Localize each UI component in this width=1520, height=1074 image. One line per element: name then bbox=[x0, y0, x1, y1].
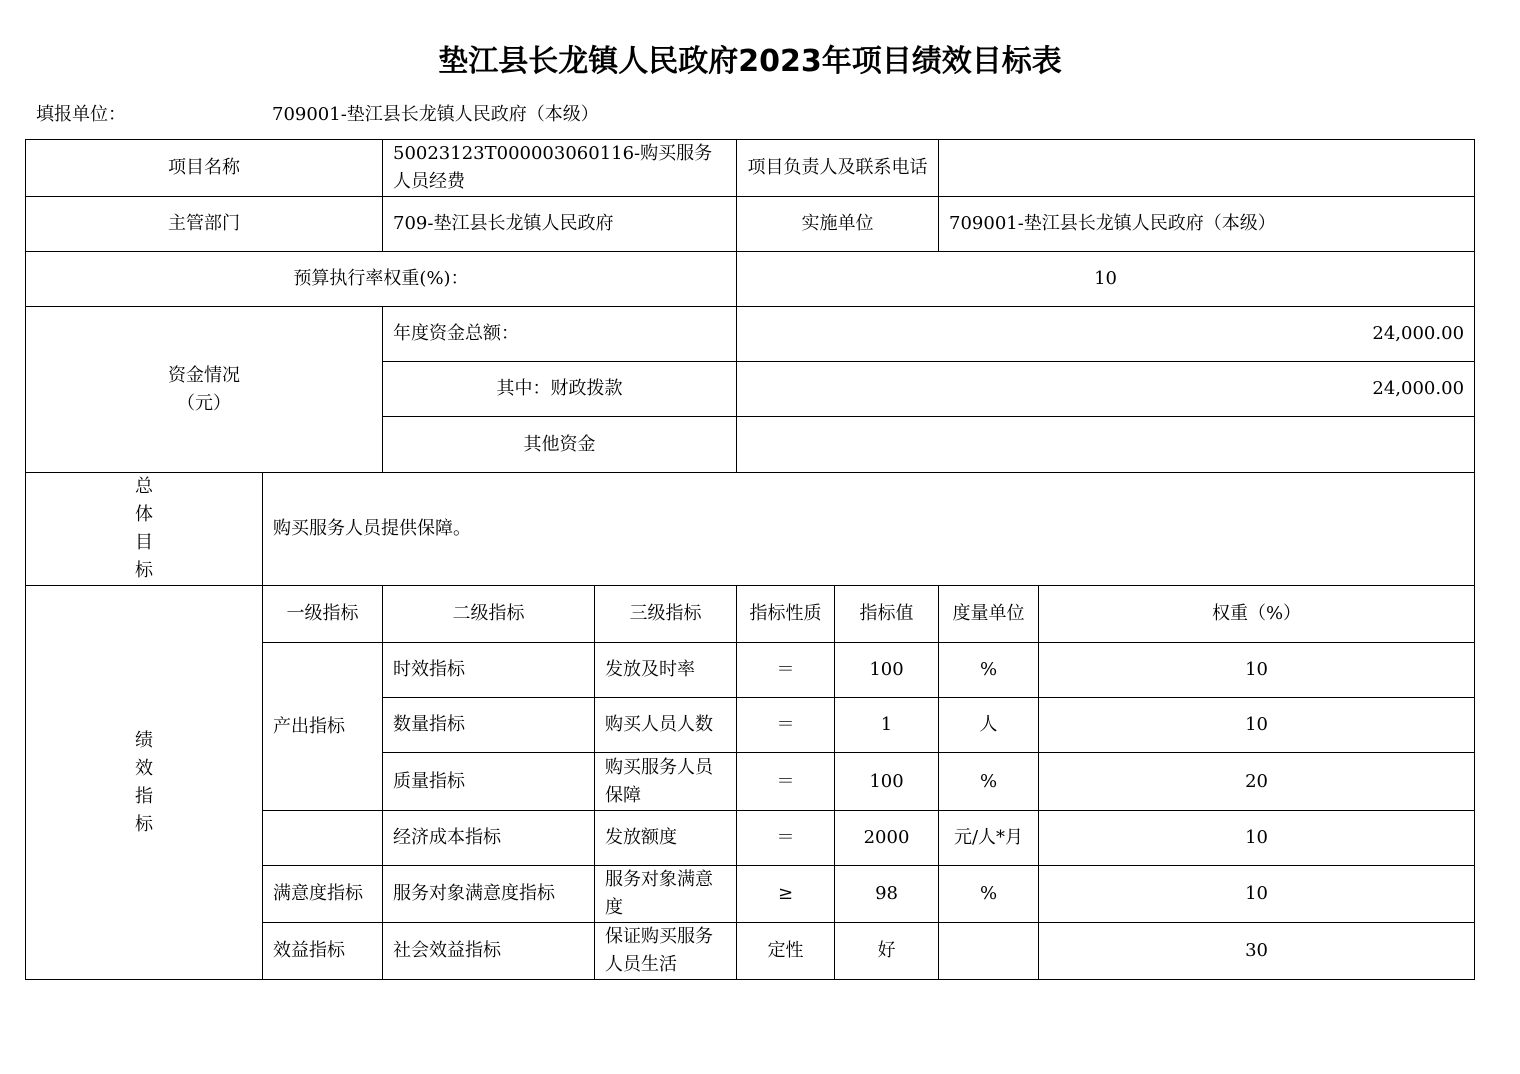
page-title: 垫江县长龙镇人民政府2023年项目绩效目标表 bbox=[438, 44, 1062, 79]
cell-nature: ≥ bbox=[737, 866, 835, 923]
cell-unit: 人 bbox=[939, 698, 1039, 753]
cell-level3: 购买服务人员保障 bbox=[595, 753, 737, 811]
cell-nature: ＝ bbox=[737, 753, 835, 811]
performance-table bbox=[25, 139, 1475, 980]
cell-value: 100 bbox=[835, 753, 939, 811]
header-level1: 一级指标 bbox=[263, 586, 383, 643]
indicators-label-char: 标 bbox=[135, 813, 153, 835]
cell-level3: 发放额度 bbox=[595, 811, 737, 866]
cell-level2: 社会效益指标 bbox=[383, 923, 595, 980]
goal-text: 购买服务人员提供保障。 bbox=[263, 473, 1475, 586]
cell-unit: % bbox=[939, 866, 1039, 923]
cell-weight: 10 bbox=[1039, 866, 1475, 923]
group-output: 产出指标 bbox=[263, 643, 383, 811]
goal-label-char: 总 bbox=[135, 476, 153, 497]
cell-weight: 10 bbox=[1039, 811, 1475, 866]
indicators-label-char: 效 bbox=[135, 757, 153, 779]
contact-label: 项目负责人及联系电话 bbox=[737, 140, 939, 197]
cell-nature: ＝ bbox=[737, 643, 835, 698]
indicators-label bbox=[26, 586, 263, 980]
cell-value: 1 bbox=[835, 698, 939, 753]
impl-value: 709001-垫江县长龙镇人民政府（本级） bbox=[939, 197, 1475, 252]
cell-level3: 服务对象满意度 bbox=[595, 866, 737, 923]
indicators-label-char: 绩 bbox=[135, 729, 153, 751]
header-value: 指标值 bbox=[835, 586, 939, 643]
group-benefit: 效益指标 bbox=[263, 923, 383, 980]
header-weight: 权重（%） bbox=[1039, 586, 1475, 643]
budget-rate-label: 预算执行率权重(%)： bbox=[26, 252, 737, 307]
header-level2: 二级指标 bbox=[383, 586, 595, 643]
cell-nature: ＝ bbox=[737, 698, 835, 753]
funds-total-value: 24,000.00 bbox=[737, 307, 1475, 362]
cell-value: 98 bbox=[835, 866, 939, 923]
project-name-value: 50023123T000003060116-购买服务人员经费 bbox=[383, 140, 737, 197]
group-satisfaction: 满意度指标 bbox=[263, 866, 383, 923]
cell-unit: 元/人*月 bbox=[939, 811, 1039, 866]
cell-value: 2000 bbox=[835, 811, 939, 866]
funds-total-label: 年度资金总额： bbox=[383, 307, 737, 362]
cell-value: 100 bbox=[835, 643, 939, 698]
budget-rate-value: 10 bbox=[737, 252, 1475, 307]
goal-label-char: 标 bbox=[135, 560, 153, 581]
cell-weight: 10 bbox=[1039, 698, 1475, 753]
fill-unit-label: 填报单位： bbox=[36, 104, 126, 125]
funds-other-value bbox=[737, 417, 1475, 473]
cell-unit: % bbox=[939, 643, 1039, 698]
cell-unit bbox=[939, 923, 1039, 980]
cell-level2: 经济成本指标 bbox=[383, 811, 595, 866]
cell-unit: % bbox=[939, 753, 1039, 811]
funds-other-label: 其他资金 bbox=[383, 417, 737, 473]
cell-level3: 保证购买服务人员生活 bbox=[595, 923, 737, 980]
goal-label bbox=[26, 473, 263, 586]
project-name-label: 项目名称 bbox=[26, 140, 383, 197]
header-level3: 三级指标 bbox=[595, 586, 737, 643]
dept-value: 709-垫江县长龙镇人民政府 bbox=[383, 197, 737, 252]
indicators-label-char: 指 bbox=[135, 785, 153, 807]
cell-level2: 服务对象满意度指标 bbox=[383, 866, 595, 923]
cell-value: 好 bbox=[835, 923, 939, 980]
funds-fiscal-label: 其中：财政拨款 bbox=[383, 362, 737, 417]
cell-nature: 定性 bbox=[737, 923, 835, 980]
cell-level2: 数量指标 bbox=[383, 698, 595, 753]
header-unit: 度量单位 bbox=[939, 586, 1039, 643]
cell-weight: 30 bbox=[1039, 923, 1475, 980]
goal-label-char: 目 bbox=[135, 532, 153, 553]
funds-fiscal-value: 24,000.00 bbox=[737, 362, 1475, 417]
goal-label-char: 体 bbox=[135, 504, 153, 525]
header-nature: 指标性质 bbox=[737, 586, 835, 643]
funds-label-line2: （元） bbox=[177, 392, 231, 414]
cell-weight: 20 bbox=[1039, 753, 1475, 811]
cell-level1-empty bbox=[263, 811, 383, 866]
contact-value bbox=[939, 140, 1475, 197]
fill-unit-value: 709001-垫江县长龙镇人民政府（本级） bbox=[272, 104, 599, 125]
cell-level3: 购买人员人数 bbox=[595, 698, 737, 753]
dept-label: 主管部门 bbox=[26, 197, 383, 252]
cell-nature: ＝ bbox=[737, 811, 835, 866]
cell-level2: 时效指标 bbox=[383, 643, 595, 698]
cell-level3: 发放及时率 bbox=[595, 643, 737, 698]
cell-weight: 10 bbox=[1039, 643, 1475, 698]
cell-level2: 质量指标 bbox=[383, 753, 595, 811]
funds-label bbox=[26, 307, 383, 473]
funds-label-line1: 资金情况 bbox=[168, 364, 240, 386]
impl-label: 实施单位 bbox=[737, 197, 939, 252]
